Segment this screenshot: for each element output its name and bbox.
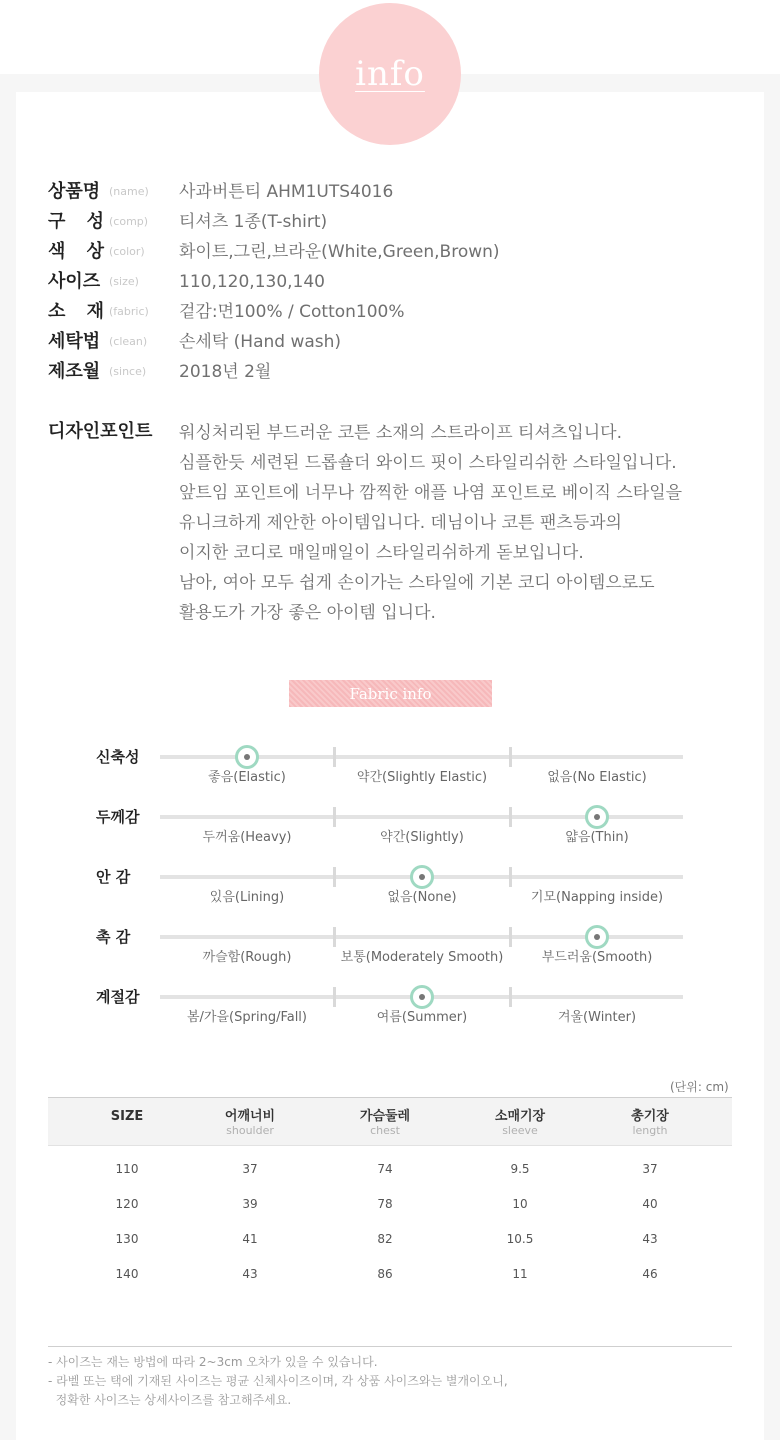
fabric-option-label: 보통(Moderately Smooth)	[340, 950, 504, 965]
design-point-label: 디자인포인트	[48, 421, 153, 442]
design-point-text	[179, 418, 749, 628]
note-line: - 사이즈는 재는 방법에 따라 2~3cm 오차가 있을 수 있습니다.	[48, 1355, 378, 1369]
spec-label: 구 성	[48, 211, 104, 232]
table-cell: 74	[377, 1162, 393, 1176]
spec-label: 상품명	[48, 181, 101, 202]
table-cell: 43	[242, 1267, 258, 1281]
column-header-label: 가슴둘레	[359, 1109, 411, 1124]
fabric-option-label: 까슬함(Rough)	[202, 950, 292, 965]
fabric-row	[0, 807, 780, 867]
column-header-sublabel: length	[632, 1124, 668, 1137]
fabric-option-label: 겨울(Winter)	[557, 1010, 637, 1025]
fabric-option-label: 약간(Slightly Elastic)	[356, 770, 488, 785]
selected-level-marker	[410, 865, 434, 889]
design-line: 심플한듯 세련된 드롭숄더 와이드 핏이 스타일리쉬한 스타일입니다.	[179, 453, 677, 473]
fabric-option-label: 두꺼움(Heavy)	[202, 830, 292, 845]
table-cell: 40	[642, 1197, 658, 1211]
fabric-row-label: 두께감	[96, 808, 140, 826]
table-cell: 46	[642, 1267, 658, 1281]
spec-value: 2018년 2월	[179, 362, 272, 382]
unit-label: (단위: cm)	[670, 1080, 729, 1094]
fabric-info-title-text: Fabric info	[349, 684, 432, 703]
table-cell: 43	[642, 1232, 658, 1246]
column-header-sublabel: shoulder	[226, 1124, 274, 1137]
spec-value: 겉감:면100% / Cotton100%	[179, 302, 405, 322]
fabric-scale-track	[160, 875, 683, 879]
size-table-column-header	[111, 1109, 144, 1125]
fabric-option-label: 없음(None)	[387, 890, 457, 905]
fabric-option-label: 부드러움(Smooth)	[541, 950, 653, 965]
table-cell: 9.5	[510, 1162, 530, 1176]
table-row	[48, 1220, 732, 1255]
fabric-row	[0, 987, 780, 1047]
selected-level-marker	[585, 805, 609, 829]
table-row	[48, 1255, 732, 1290]
fabric-scale-track	[160, 755, 683, 759]
spec-value: 사과버튼티 AHM1UTS4016	[179, 182, 394, 202]
spec-label: 사이즈	[48, 271, 101, 292]
fabric-option-label: 얇음(Thin)	[565, 830, 629, 845]
column-header-sublabel: sleeve	[502, 1124, 538, 1137]
size-table-body	[48, 1146, 732, 1290]
fabric-info-title	[289, 680, 492, 707]
spec-value: 110,120,130,140	[179, 272, 326, 292]
size-table	[48, 1097, 732, 1290]
scale-divider	[333, 927, 336, 947]
column-header-label: SIZE	[110, 1109, 144, 1124]
table-cell: 82	[377, 1232, 393, 1246]
column-header-sublabel: chest	[370, 1124, 400, 1137]
info-badge	[319, 3, 461, 145]
spec-sub-label: (name)	[109, 185, 149, 198]
table-cell: 39	[242, 1197, 258, 1211]
scale-divider	[509, 747, 512, 767]
table-cell: 140	[115, 1267, 139, 1281]
fabric-option-label: 여름(Summer)	[376, 1010, 468, 1025]
scale-divider	[333, 747, 336, 767]
fabric-row-label: 신축성	[96, 748, 140, 766]
size-table-header	[48, 1097, 732, 1146]
fabric-option-label: 약간(Slightly)	[380, 830, 464, 845]
fabric-row	[0, 747, 780, 807]
table-cell: 11	[512, 1267, 528, 1281]
size-notes	[48, 1346, 732, 1410]
fabric-row	[0, 867, 780, 927]
table-cell: 41	[242, 1232, 258, 1246]
table-row	[48, 1150, 732, 1185]
size-table-column-header	[631, 1109, 669, 1137]
note-line: - 라벨 또는 택에 기재된 사이즈는 평균 신체사이즈이며, 각 상품 사이즈와는 별개이오니,	[48, 1374, 508, 1388]
fabric-row-label: 계절감	[96, 988, 140, 1006]
design-line: 활용도가 가장 좋은 아이템 입니다.	[179, 603, 436, 623]
fabric-scale-track	[160, 815, 683, 819]
table-cell: 86	[377, 1267, 393, 1281]
spec-label: 제조월	[48, 361, 101, 382]
design-line: 이지한 코디로 매일매일이 스타일리쉬하게 돋보입니다.	[179, 543, 584, 563]
info-badge-label: info	[355, 54, 425, 94]
table-cell: 120	[115, 1197, 139, 1211]
column-header-label: 소매기장	[494, 1109, 546, 1124]
table-cell: 37	[242, 1162, 258, 1176]
size-table-column-header	[225, 1109, 275, 1137]
fabric-option-label: 있음(Lining)	[209, 890, 285, 905]
selected-level-marker	[410, 985, 434, 1009]
fabric-row-label: 안 감	[96, 868, 131, 886]
design-line: 유니크하게 제안한 아이템입니다. 데님이나 코튼 팬츠등과의	[179, 513, 622, 533]
selected-level-marker	[235, 745, 259, 769]
spec-sub-label: (size)	[109, 275, 139, 288]
column-header-label: 어깨너비	[224, 1109, 276, 1124]
fabric-scale-track	[160, 935, 683, 939]
scale-divider	[509, 807, 512, 827]
scale-divider	[509, 867, 512, 887]
spec-label: 소 재	[48, 301, 104, 322]
spec-label: 색 상	[48, 241, 104, 262]
spec-sub-label: (fabric)	[109, 305, 149, 318]
scale-divider	[509, 927, 512, 947]
fabric-option-label: 기모(Napping inside)	[530, 890, 664, 905]
design-line: 남아, 여아 모두 쉽게 손이가는 스타일에 기본 코디 아이템으로도	[179, 573, 655, 593]
note-line: 정확한 사이즈는 상세사이즈를 참고해주세요.	[48, 1393, 292, 1407]
scale-divider	[333, 807, 336, 827]
table-cell: 10.5	[506, 1232, 534, 1246]
size-table-column-header	[360, 1109, 410, 1137]
table-cell: 37	[642, 1162, 658, 1176]
scale-divider	[509, 987, 512, 1007]
spec-sub-label: (comp)	[109, 215, 149, 228]
spec-sub-label: (clean)	[109, 335, 148, 348]
scale-divider	[333, 867, 336, 887]
fabric-scale-track	[160, 995, 683, 999]
size-table-column-header	[495, 1109, 545, 1137]
fabric-option-label: 없음(No Elastic)	[547, 770, 647, 785]
fabric-row-label: 촉 감	[96, 928, 131, 946]
spec-sub-label: (color)	[109, 245, 145, 258]
table-cell: 130	[115, 1232, 139, 1246]
table-cell: 110	[115, 1162, 139, 1176]
fabric-option-label: 좋음(Elastic)	[208, 770, 286, 785]
spec-label: 세탁법	[48, 331, 101, 352]
spec-sub-label: (since)	[109, 365, 147, 378]
table-row	[48, 1185, 732, 1220]
scale-divider	[333, 987, 336, 1007]
design-line: 워싱처리된 부드러운 코튼 소재의 스트라이프 티셔츠입니다.	[179, 423, 622, 443]
table-cell: 10	[512, 1197, 528, 1211]
fabric-option-label: 봄/가을(Spring/Fall)	[186, 1010, 308, 1025]
table-cell: 78	[377, 1197, 393, 1211]
spec-value: 화이트,그린,브라운(White,Green,Brown)	[179, 242, 500, 262]
selected-level-marker	[585, 925, 609, 949]
spec-value: 손세탁 (Hand wash)	[179, 332, 342, 352]
spec-value: 티셔츠 1종(T-shirt)	[179, 212, 328, 232]
design-line: 앞트임 포인트에 너무나 깜찍한 애플 나염 포인트로 베이직 스타일을	[179, 483, 683, 503]
fabric-row	[0, 927, 780, 987]
column-header-label: 총기장	[631, 1109, 669, 1124]
